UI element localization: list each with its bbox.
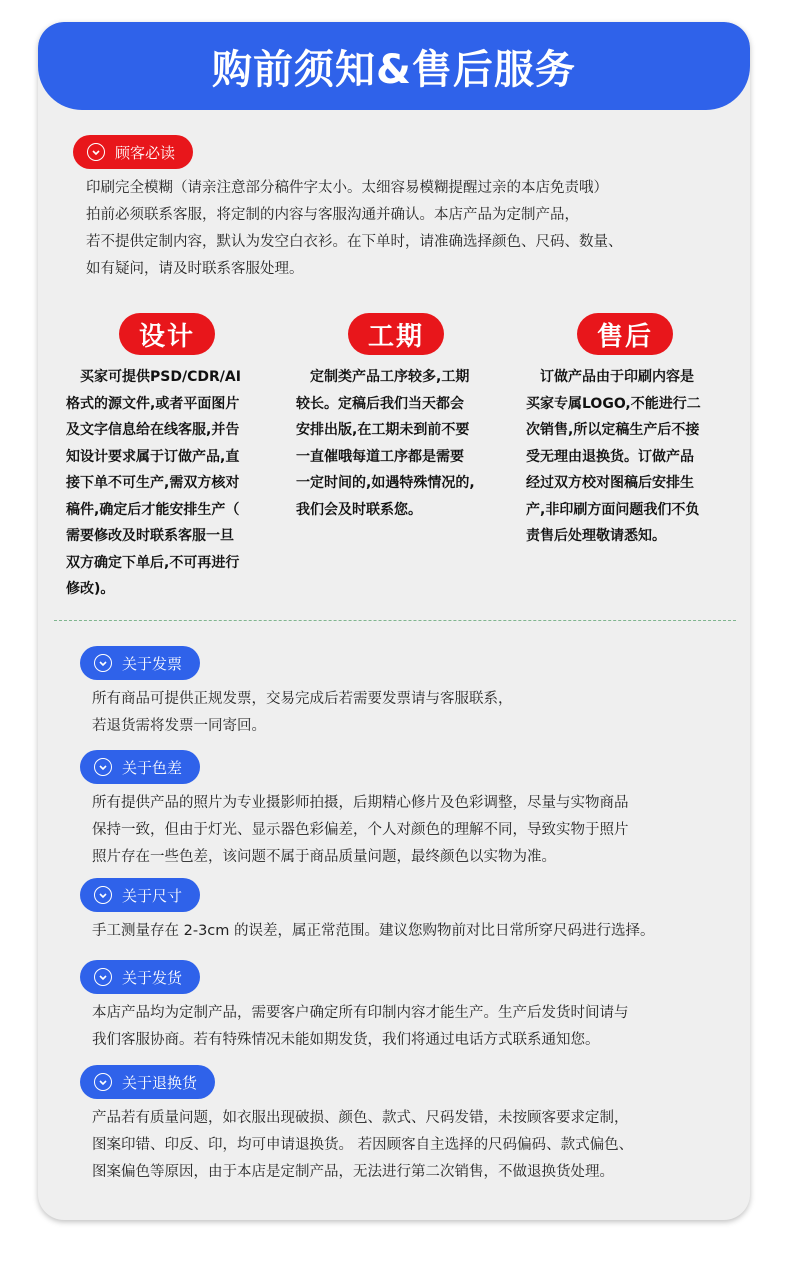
size-text: [92, 918, 655, 945]
text-line: 印刷完全模糊（请亲注意部分稿件字太小。太细容易模糊提醒过亲的本店免责哦）: [86, 180, 608, 196]
text-line: 图案印错、印反、印，均可申请退换货。 若因顾客自主选择的尺码偏码、款式偏色、: [92, 1137, 634, 1153]
text-line: 如有疑问，请及时联系客服处理。: [86, 261, 304, 277]
text-line: 稿件,确定后才能安排生产（: [66, 501, 240, 518]
shipping-text: [92, 1000, 629, 1054]
text-line: 买家专属LOGO,不能进行二: [526, 395, 701, 412]
text-line: 拍前必须联系客服，将定制的内容与客服沟通并确认。本店产品为定制产品，: [86, 207, 579, 223]
section-divider: [54, 620, 736, 621]
text-line: 产,非印刷方面问题我们不负: [526, 501, 700, 518]
text-line: 照片存在一些色差，该问题不属于商品质量问题，最终颜色以实物为准。: [92, 849, 556, 865]
text-line: 我们会及时联系您。: [296, 501, 422, 518]
text-line: 知设计要求属于订做产品,直: [66, 448, 240, 465]
text-line: 双方确定下单后,不可再进行: [66, 554, 240, 571]
after-sales-badge: 售后: [577, 313, 673, 355]
text-line: 我们客服协商。若有特殊情况未能如期发货，我们将通过电话方式联系通知您。: [92, 1032, 600, 1048]
text-line: 若退货需将发票一同寄回。: [92, 718, 266, 734]
must-read-label: 顾客必读: [115, 143, 176, 162]
text-line: 定制类产品工序较多,工期: [296, 369, 470, 385]
text-line: 一直催哦每道工序都是需要: [296, 448, 464, 465]
text-line: 安排出版,在工期未到前不要: [296, 422, 470, 438]
check-circle-icon: [94, 1073, 112, 1091]
shipping-label: 关于发货: [122, 968, 183, 987]
color-difference-text: [92, 790, 629, 871]
must-read-text: [86, 175, 623, 283]
text-line: 受无理由退换货。订做产品: [526, 448, 694, 465]
design-badge: 设计: [119, 313, 215, 355]
text-line: 需要修改及时联系客服一旦: [66, 528, 234, 544]
text-line: 较长。定稿后我们当天都会: [296, 395, 464, 412]
size-label: 关于尺寸: [122, 886, 183, 905]
schedule-badge: 工期: [348, 313, 444, 355]
returns-text: [92, 1105, 633, 1186]
text-line: 一定时间的,如遇特殊情况的,: [296, 475, 475, 491]
text-line: 图案偏色等原因，由于本店是定制产品，无法进行第二次销售，不做退换货处理。: [92, 1164, 614, 1180]
text-line: 订做产品由于印刷内容是: [526, 369, 694, 385]
invoice-label: 关于发票: [122, 654, 183, 673]
text-line: 所有提供产品的照片为专业摄影师拍摄，后期精心修片及色彩调整，尽量与实物商品: [92, 795, 629, 811]
text-line: 及文字信息给在线客服,并告: [66, 422, 240, 438]
text-line: 产品若有质量问题，如衣服出现破损、颜色、款式、尺码发错，未按顾客要求定制，: [92, 1110, 629, 1126]
text-line: 手工测量存在 2-3cm 的误差，属正常范围。建议您购物前对比日常所穿尺码进行选择。: [92, 923, 655, 939]
text-line: 保持一致，但由于灯光、显示器色彩偏差，个人对颜色的理解不同，导致实物于照片: [92, 822, 629, 838]
check-circle-icon: [87, 143, 105, 161]
invoice-text: [92, 686, 513, 740]
returns-badge: [80, 1065, 215, 1099]
after-sales-text: [526, 364, 701, 550]
color-difference-badge: [80, 750, 200, 784]
check-circle-icon: [94, 968, 112, 986]
text-line: 修改)。: [66, 581, 115, 597]
returns-label: 关于退换货: [122, 1073, 198, 1092]
text-line: 若不提供定制内容，默认为发空白衣衫。在下单时，请准确选择颜色、尺码、数量、: [86, 234, 623, 250]
text-line: 经过双方校对图稿后安排生: [526, 475, 694, 491]
check-circle-icon: [94, 654, 112, 672]
size-badge: [80, 878, 200, 912]
text-line: 次销售,所以定稿生产后不接: [526, 422, 700, 438]
design-text: [66, 364, 241, 603]
must-read-badge: [73, 135, 193, 169]
shipping-badge: [80, 960, 200, 994]
check-circle-icon: [94, 758, 112, 776]
check-circle-icon: [94, 886, 112, 904]
color-difference-label: 关于色差: [122, 758, 183, 777]
text-line: 买家可提供PSD/CDR/AI: [66, 369, 241, 385]
notice-card: [38, 22, 750, 1220]
header-banner: [38, 22, 750, 110]
text-line: 责售后处理敬请悉知。: [526, 528, 666, 544]
invoice-badge: [80, 646, 200, 680]
page-title: 购前须知&售后服务: [212, 46, 576, 93]
text-line: 接下单不可生产,需双方核对: [66, 475, 240, 491]
schedule-text: [296, 364, 475, 523]
text-line: 格式的源文件,或者平面图片: [66, 395, 240, 412]
text-line: 本店产品均为定制产品，需要客户确定所有印制内容才能生产。生产后发货时间请与: [92, 1005, 629, 1021]
text-line: 所有商品可提供正规发票，交易完成后若需要发票请与客服联系，: [92, 691, 513, 707]
